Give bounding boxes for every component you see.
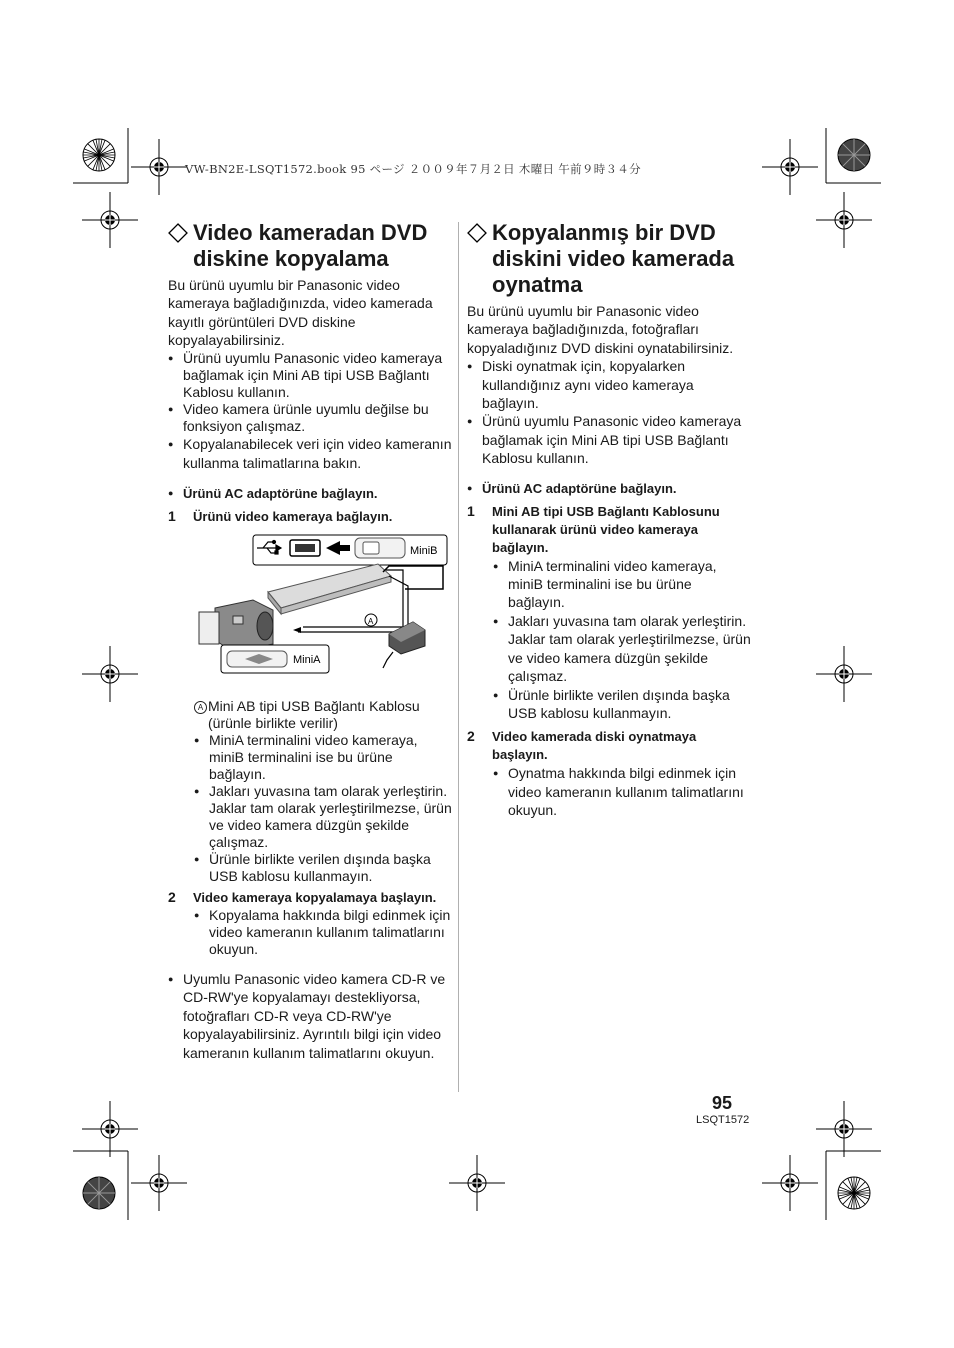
video-camera-image xyxy=(199,600,273,652)
right-step-1-number: 1 xyxy=(467,502,475,519)
left-step-2 xyxy=(168,889,453,907)
right-intro: Bu ürünü uyumlu bir Panasonic video kameraya bağladığınızda, fotoğrafları kopyaladığınız DVD diskini oynatabilirsiniz. xyxy=(467,303,734,356)
left-title-text: Video kameradan DVD diskine kopyalama xyxy=(193,220,428,271)
left-ac-adapter-note: ● Ürünü AC adaptörüne bağlayın. xyxy=(168,485,453,502)
mark-a-icon: A xyxy=(194,701,207,714)
left-intro: Bu ürünü uyumlu bir Panasonic video kameraya bağladığınızda, video kamerada kayıtlı görüntüleri DVD diskine kopyalayabilirsiniz. xyxy=(168,277,433,349)
left-bullet-2: ● Video kamera ürünle uyumlu değilse bu fonksiyon çalışmaz. xyxy=(168,401,453,435)
left-step-2-number: 2 xyxy=(168,888,176,905)
ac-adapter-image xyxy=(383,622,425,668)
minib-connector-box xyxy=(253,535,447,565)
right-step1-bullet-2: ● Jakları yuvasına tam olarak yerleştirin. Jaklar tam olarak yerleştirilmezse, ürün ve video kamera düzgün şekilde çalışmaz. xyxy=(493,612,752,686)
left-final-bullet: ● Uyumlu Panasonic video kamera CD-R ve CD-RW'ye kopyalamayı destekliyorsa, fotoğrafları CD-R veya CD-RW'ye kopyalayabilirsiniz. Ayrıntılı bilgi için video kameranın kullanım talimatlarını okuyun. xyxy=(168,970,453,1063)
right-title-text: Kopyalanmış bir DVD diskini video kamerada oynatma xyxy=(492,220,735,297)
minia-label: MiniA xyxy=(293,654,321,666)
right-step-1-text: Mini AB tipi USB Bağlantı Kablosunu kullanarak ürünü video kameraya bağlayın. xyxy=(492,503,720,555)
right-column xyxy=(467,220,752,820)
right-step2-bullet-1: ● Oynatma hakkında bilgi edinmek için video kameranın kullanım talimatlarını okuyun. xyxy=(493,764,752,819)
connection-illustration xyxy=(193,532,453,677)
left-bullet-1: ● Ürünü uyumlu Panasonic video kameraya bağlamak için Mini AB tipi USB Bağlantı Kablosu kullanın. xyxy=(168,350,453,401)
right-step1-bullet-3: ● Ürünle birlikte verilen dışında başka USB kablosu kullanmayın. xyxy=(493,686,752,723)
left-step-1-text: Ürünü video kameraya bağlayın. xyxy=(193,508,393,524)
right-step1-bullet-1: ● MiniA terminalini video kameraya, miniB terminalini ise bu ürüne bağlayın. xyxy=(493,557,752,612)
page-number: 95 xyxy=(712,1093,733,1113)
left-step1-bullet-1: ● MiniA terminalini video kameraya, miniB terminalini ise bu ürüne bağlayın. xyxy=(194,732,453,783)
right-step-1 xyxy=(467,503,752,557)
left-section-title xyxy=(168,220,453,272)
left-step1-bullet-2: ● Jakları yuvasına tam olarak yerleştirin. Jaklar tam olarak yerleştirilmezse, ürün ve video kamera düzgün şekilde çalışmaz. xyxy=(194,783,453,851)
cable-legend xyxy=(194,698,453,732)
right-bullet-2: ● Ürünü uyumlu Panasonic video kameraya bağlamak için Mini AB tipi USB Bağlantı Kablosu kullanın. xyxy=(467,412,752,467)
document-code: LSQT1572 xyxy=(696,1114,750,1126)
diamond-icon xyxy=(168,223,188,243)
left-step-1 xyxy=(168,508,453,526)
book-header-line: VW-BN2E-LSQT1572.book 95 ページ ２００９年７月２日 木曜日 午前９時３４分 xyxy=(185,162,641,176)
dvd-drive-image xyxy=(268,564,391,614)
left-step-2-text: Video kameraya kopyalamaya başlayın. xyxy=(193,889,437,905)
right-ac-adapter-note: ● Ürünü AC adaptörüne bağlayın. xyxy=(467,480,752,497)
cable-legend-text: Mini AB tipi USB Bağlantı Kablosu (ürünle birlikte verilir) xyxy=(208,697,420,731)
right-step-2-number: 2 xyxy=(467,728,475,745)
right-step-2 xyxy=(467,728,752,764)
diamond-icon xyxy=(467,223,487,243)
left-bullet-3: ● Kopyalanabilecek veri için video kameranın kullanma talimatlarına bakın. xyxy=(168,435,453,473)
left-step2-bullet-1: ● Kopyalama hakkında bilgi edinmek için video kameranın kullanım talimatlarını okuyun. xyxy=(194,907,453,958)
right-section-title xyxy=(467,220,752,298)
minia-connector-box xyxy=(221,645,329,673)
right-bullet-1: ● Diski oynatmak için, kopyalarken kullandığınız aynı video kameraya bağlayın. xyxy=(467,357,752,412)
figure-mark-a: A xyxy=(368,617,374,626)
minib-label: MiniB xyxy=(410,545,438,557)
left-step1-bullet-3: ● Ürünle birlikte verilen dışında başka USB kablosu kullanmayın. xyxy=(194,851,453,885)
left-step-1-number: 1 xyxy=(168,507,176,524)
right-step-2-text: Video kamerada diski oynatmaya başlayın. xyxy=(492,729,697,763)
column-divider xyxy=(458,222,459,1092)
